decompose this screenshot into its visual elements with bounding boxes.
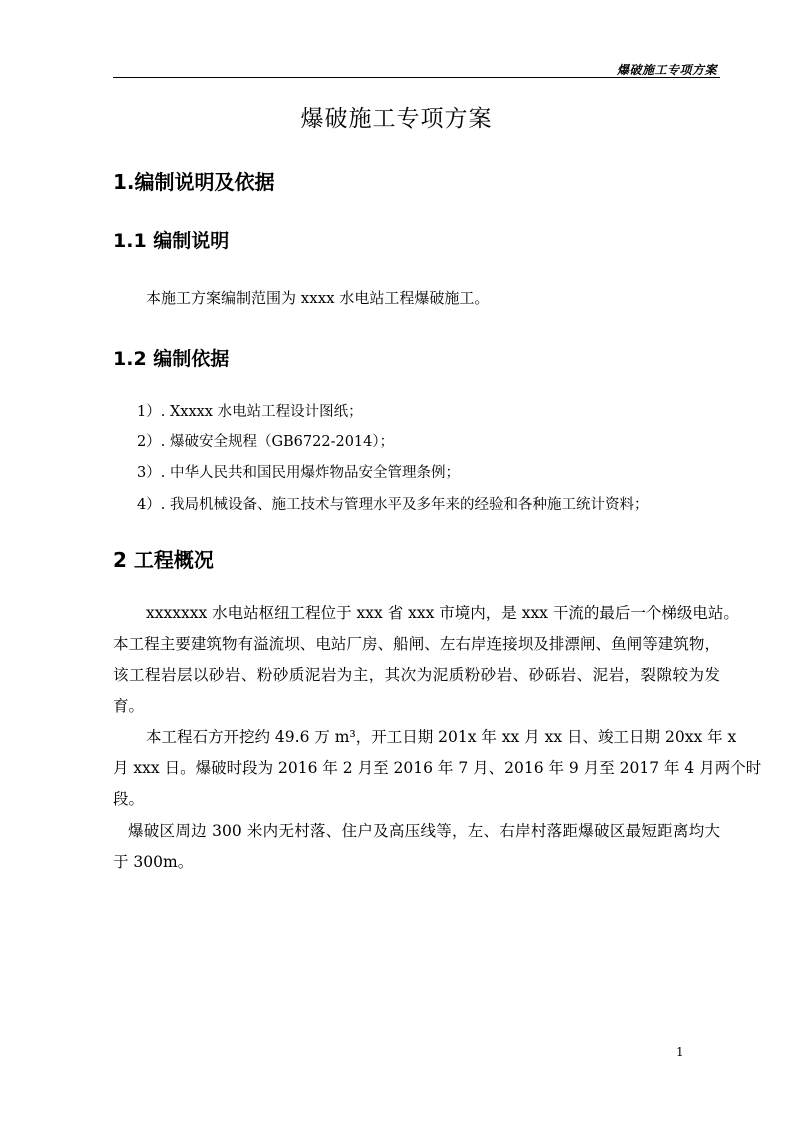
section-2-heading: 2 工程概况 — [113, 548, 214, 572]
paragraph-line: 于 300m。 — [113, 853, 194, 871]
paragraph-line: 本工程主要建筑物有溢流坝、电站厂房、船闸、左右岸连接坝及排漂闸、鱼闸等建筑物， — [113, 635, 720, 653]
section-1-heading: 1.编制说明及依据 — [113, 170, 275, 194]
paragraph-line: 本工程石方开挖约 49.6 万 m³，开工日期 201x 年 xx 月 xx 日、竣工日期 20xx 年 x — [146, 728, 737, 746]
reference-item: 2）. 爆破安全规程（GB6722-2014）； — [137, 434, 395, 450]
paragraph-line: 段。 — [113, 790, 145, 808]
paragraph-line: 爆破区周边 300 米内无村落、住户及高压线等，左、右岸村落距爆破区最短距离均大 — [128, 822, 720, 840]
header-rule — [113, 77, 720, 78]
paragraph-line: xxxxxxx 水电站枢纽工程位于 xxx 省 xxx 市境内，是 xxx 干流的最后一个梯级电站。 — [146, 604, 739, 622]
reference-item: 1）. Xxxxx 水电站工程设计图纸； — [137, 404, 363, 420]
reference-item: 4）. 我局机械设备、施工技术与管理水平及多年来的经验和各种施工统计资料； — [137, 497, 649, 513]
section-1-1-heading: 1.1 编制说明 — [113, 230, 230, 252]
document-title: 爆破施工专项方案 — [300, 106, 493, 132]
paragraph-line: 育。 — [113, 697, 145, 715]
section-1-2-heading: 1.2 编制依据 — [113, 348, 230, 370]
section-1-1-text: 本施工方案编制范围为 xxxx 水电站工程爆破施工。 — [146, 289, 490, 307]
running-header: 爆破施工专项方案 — [616, 63, 717, 77]
reference-item: 3）. 中华人民共和国民用爆炸物品安全管理条例； — [137, 465, 460, 481]
paragraph-line: 该工程岩层以砂岩、粉砂质泥岩为主，其次为泥质粉砂岩、砂砾岩、泥岩，裂隙较为发 — [113, 666, 720, 684]
page-number: 1 — [676, 1045, 684, 1059]
paragraph-line: 月 xxx 日。爆破时段为 2016 年 2 月至 2016 年 7 月、2016 年 9 月至 2017 年 4 月两个时 — [113, 759, 762, 777]
